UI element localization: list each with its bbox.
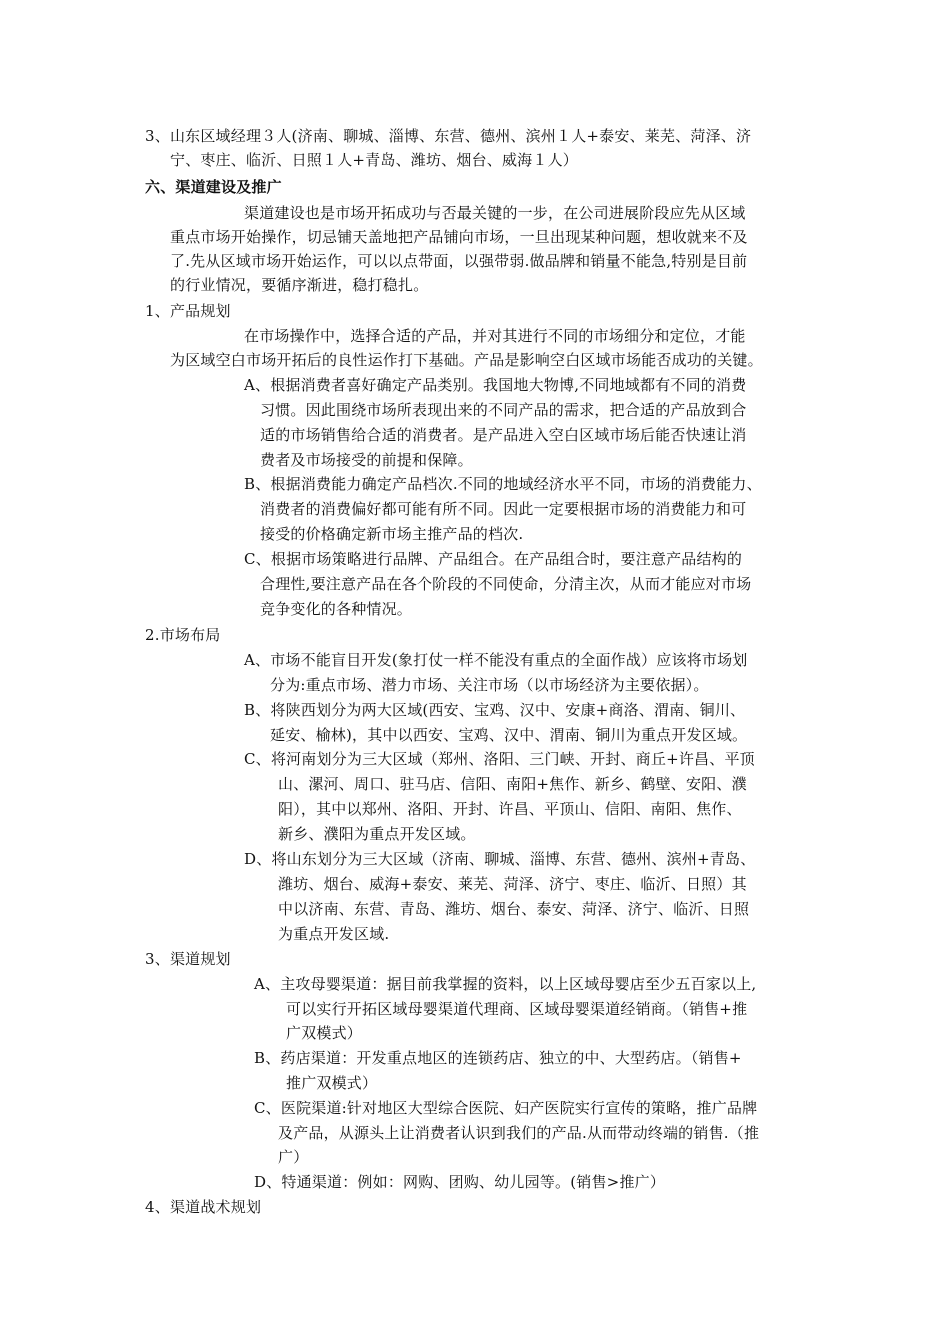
- channel-item-a-line-2: 可以实行开拓区域母婴渠道代理商、区域母婴渠道经销商。（销售+推: [286, 1000, 748, 1018]
- market-item-b-line-1: B、将陕西划分为两大区域(西安、宝鸡、汉中、安康+商洛、渭南、铜川、: [244, 701, 746, 719]
- market-item-a-line-1: A、市场不能盲目开发(象打仗一样不能没有重点的全面作战）应该将市场划: [244, 651, 748, 669]
- shandong-manager-line-2: 宁、枣庄、临沂、日照１人+青岛、潍坊、烟台、威海１人）: [170, 151, 578, 169]
- section6-intro-line-1: 渠道建设也是市场开拓成功与否最关键的一步，在公司进展阶段应先从区域: [244, 204, 746, 222]
- shandong-manager-line-1: 3、山东区域经理３人(济南、聊城、淄博、东营、德州、滨州１人+泰安、莱芜、菏泽、济: [145, 127, 752, 145]
- product-intro-line-2: 为区域空白市场开拓后的良性运作打下基础。产品是影响空白区域市场能否成功的关键。: [170, 351, 763, 369]
- product-item-a-line-3: 适的市场销售给合适的消费者。是产品进入空白区域市场后能否快速让消: [260, 426, 747, 444]
- channel-item-c-line-2: 及产品，从源头上让消费者认识到我们的产品.从而带动终端的销售.（推: [278, 1124, 760, 1142]
- market-item-c-line-2: 山、漯河、周口、驻马店、信阳、南阳+焦作、新乡、鹤壁、安阳、濮: [278, 775, 747, 793]
- product-item-a-line-1: A、根据消费者喜好确定产品类别。我国地大物博,不同地域都有不同的消费: [244, 376, 747, 394]
- channel-item-c-line-1: C、医院渠道:针对地区大型综合医院、妇产医院实行宣传的策略，推广品牌: [254, 1099, 758, 1117]
- market-item-b-line-2: 延安、榆林)，其中以西安、宝鸡、汉中、渭南、铜川为重点开发区域。: [270, 726, 748, 744]
- section6-intro-line-4: 的行业情况，要循序渐进，稳打稳扎。: [170, 276, 429, 294]
- channel-item-b-line-2: 推广双模式）: [286, 1074, 378, 1092]
- product-item-a-line-4: 费者及市场接受的前提和保障。: [260, 451, 473, 469]
- section6-intro-line-2: 重点市场开始操作，切忌铺天盖地把产品铺向市场，一旦出现某种问题，想收就来不及: [170, 228, 748, 246]
- product-item-b-line-1: B、根据消费能力确定产品档次.不同的地域经济水平不同，市场的消费能力、: [244, 475, 762, 493]
- product-item-c-line-3: 竞争变化的各种情况。: [260, 600, 413, 618]
- market-item-d-line-3: 中以济南、东营、青岛、潍坊、烟台、泰安、菏泽、济宁、临沂、日照: [278, 900, 750, 918]
- market-item-d-line-4: 为重点开发区域.: [278, 925, 390, 943]
- market-item-a-line-2: 分为:重点市场、潜力市场、关注市场（以市场经济为主要依据）。: [270, 676, 709, 694]
- market-item-d-line-2: 潍坊、烟台、威海+泰安、莱芜、菏泽、济宁、枣庄、临沂、日照）其: [278, 875, 747, 893]
- market-layout-heading: 2.市场布局: [145, 626, 221, 644]
- channel-item-d-line-1: D、特通渠道：例如：网购、团购、幼儿园等。(销售>推广）: [254, 1173, 666, 1191]
- channel-item-a-line-1: A、主攻母婴渠道：据目前我掌握的资料，以上区域母婴店至少五百家以上,: [254, 975, 757, 993]
- channel-item-b-line-1: B、药店渠道：开发重点地区的连锁药店、独立的中、大型药店。（销售+: [254, 1049, 742, 1067]
- market-item-c-line-3: 阳），其中以郑州、洛阳、开封、许昌、平顶山、信阳、南阳、焦作、: [278, 800, 742, 818]
- product-item-b-line-3: 接受的价格确定新市场主推产品的档次.: [260, 525, 524, 543]
- product-item-b-line-2: 消费者的消费偏好都可能有所不同。因此一定要根据市场的消费能力和可: [260, 500, 747, 518]
- channel-planning-heading: 3、渠道规划: [145, 950, 231, 968]
- channel-item-c-line-3: 广）: [278, 1148, 309, 1166]
- channel-item-a-line-3: 广双模式）: [286, 1024, 363, 1042]
- channel-tactics-heading: 4、渠道战术规划: [145, 1198, 262, 1216]
- product-item-c-line-2: 合理性,要注意产品在各个阶段的不同使命，分清主次，从而才能应对市场: [260, 575, 752, 593]
- product-intro-line-1: 在市场操作中，选择合适的产品，并对其进行不同的市场细分和定位，才能: [244, 327, 746, 345]
- product-item-c-line-1: C、根据市场策略进行品牌、产品组合。在产品组合时，要注意产品结构的: [244, 550, 743, 568]
- section6-intro-line-3: 了.先从区域市场开始运作，可以以点带面，以强带弱.做品牌和销量不能急,特别是目前: [170, 252, 748, 270]
- market-item-c-line-4: 新乡、濮阳为重点开发区域。: [278, 825, 476, 843]
- product-planning-heading: 1、产品规划: [145, 302, 231, 320]
- market-item-c-line-1: C、将河南划分为三大区域（郑州、洛阳、三门峡、开封、商丘+许昌、平顶: [244, 750, 755, 768]
- product-item-a-line-2: 习惯。因此围绕市场所表现出来的不同产品的需求，把合适的产品放到合: [260, 401, 747, 419]
- section-heading-channel-building: 六、渠道建设及推广: [145, 178, 282, 196]
- market-item-d-line-1: D、将山东划分为三大区域（济南、聊城、淄博、东营、德州、滨州+青岛、: [244, 850, 756, 868]
